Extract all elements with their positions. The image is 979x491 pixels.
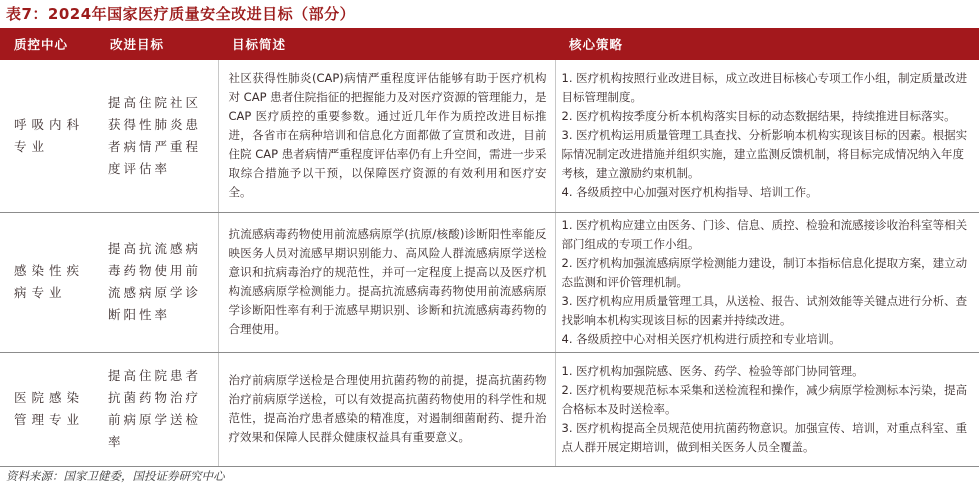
strategy-cell: [555, 212, 979, 352]
summary-cell: 治疗前病原学送检是合理使用抗菌药物的前提，提高抗菌药物治疗前病原学送检，可以有效提高抗菌药物使用的科学性和规范性，提高治疗患者感染的精准度，对遏制细菌耐药、提升治疗效果和保障人民群众健康权益具有重要意义。: [218, 352, 555, 466]
table-header-row: [0, 28, 979, 60]
header-summary: 目标简述: [218, 28, 555, 60]
targets-table: [0, 28, 979, 467]
source-note: 资料来源：国家卫健委，国投证券研究中心: [6, 469, 225, 483]
strategy-item: 2. 医疗机构要规范标本采集和送检流程和操作，减少病原学检测标本污染，提高合格标本及时送检率。: [561, 382, 968, 416]
target-cell: 提高住院社区获得性肺炎患者病情严重程度评估率: [96, 60, 218, 212]
summary-cell: 社区获得性肺炎(CAP)病情严重程度评估能够有助于医疗机构对 CAP 患者住院指征的把握能力及对医疗资源的管理能力，是 CAP 医疗质控的重要参数。通过近几年作为质控改进目标推进，各省市在病种培训和信息化方面都做了宣贯和改进，目前住院 CAP 患者病情严重程度评估率仍有上升空间，需进一步采取综合措施予以干预，以保障医疗资源的有效利用和医疗安全。: [218, 60, 555, 212]
strategy-item: 1. 医疗机构加强院感、医务、药学、检验等部门协同管理。: [561, 363, 864, 378]
header-target: 改进目标: [96, 28, 218, 60]
center-cell: 医院感染管理专业: [0, 352, 96, 466]
table-title: 表7：2024年国家医疗质量安全改进目标（部分）: [6, 5, 356, 23]
target-cell: 提高住院患者抗菌药物治疗前病原学送检率: [96, 352, 218, 466]
strategy-item: 1. 医疗机构应建立由医务、门诊、信息、质控、检验和流感接诊收治科室等相关部门组成的专项工作小组。: [561, 217, 968, 251]
strategy-item: 4. 各级质控中心加强对医疗机构指导、培训工作。: [561, 185, 818, 200]
center-cell: 呼吸内科专业: [0, 60, 96, 212]
table-row: [0, 212, 979, 352]
target-cell: 提高抗流感病毒药物使用前流感病原学诊断阳性率: [96, 212, 218, 352]
summary-cell: 抗流感病毒药物使用前流感病原学(抗原/核酸)诊断阳性率能反映医务人员对流感早期识别能力、高风险人群流感病原学送检意识和抗病毒治疗的规范性，并可一定程度上提高以及医疗机构流感病原学检测能力。提高抗流感病毒药物使用前流感病原学诊断阳性率有利于流感早期识别、诊断和抗流感病毒药物的合理使用。: [218, 212, 555, 352]
table-row: [0, 60, 979, 212]
strategy-item: 4. 各级质控中心对相关医疗机构进行质控和专业培训。: [561, 331, 841, 346]
strategy-item: 2. 医疗机构按季度分析本机构落实目标的动态数据结果，持续推进目标落实。: [561, 109, 956, 124]
strategy-item: 3. 医疗机构提高全员规范使用抗菌药物意识。加强宣传、培训，对重点科室、重点人群开展定期培训，做到相关医务人员全覆盖。: [561, 420, 968, 454]
strategy-item: 3. 医疗机构运用质量管理工具查找、分析影响本机构实现该目标的因素。根据实际情况制定改进措施并组织实施，建立监测反馈机制，将目标完成情况纳入年度考核，建立激励约束机制。: [561, 128, 968, 181]
strategy-item: 2. 医疗机构加强流感病原学检测能力建设，制订本指标信息化提取方案，建立动态监测和评价管理机制。: [561, 255, 968, 289]
header-strategy: 核心策略: [555, 28, 979, 60]
center-cell: 感染性疾病专业: [0, 212, 96, 352]
table-row: [0, 352, 979, 466]
strategy-cell: [555, 352, 979, 466]
header-center: 质控中心: [0, 28, 96, 60]
strategy-cell: [555, 60, 979, 212]
strategy-item: 3. 医疗机构应用质量管理工具，从送检、报告、试剂效能等关键点进行分析、查找影响本机构实现该目标的因素并持续改进。: [561, 293, 968, 327]
strategy-item: 1. 医疗机构按照行业改进目标，成立改进目标核心专项工作小组，制定质量改进目标管理制度。: [561, 71, 968, 105]
